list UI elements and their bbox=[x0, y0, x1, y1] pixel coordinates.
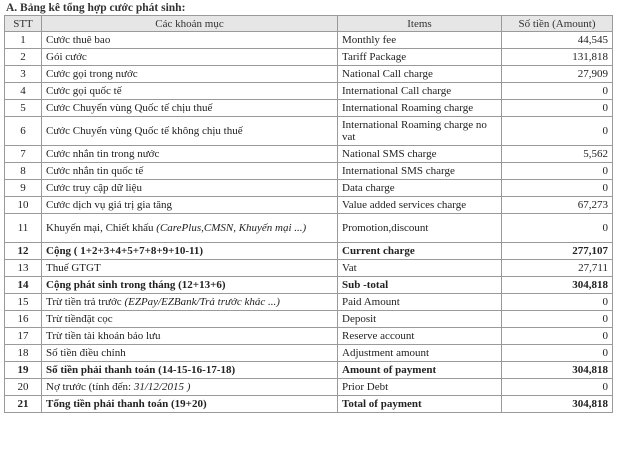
charges-summary-table bbox=[4, 15, 613, 413]
row-stt: 4 bbox=[5, 83, 42, 100]
header-stt: STT bbox=[5, 16, 42, 32]
row-note: (CarePlus,CMSN, Khuyến mại ...) bbox=[156, 222, 307, 234]
row-english-item: International Roaming charge no vat bbox=[338, 117, 502, 146]
row-vietnamese-label: Cước Chuyển vùng Quốc tế chịu thuế bbox=[46, 102, 213, 114]
row-vietnamese-label: Số tiền điều chỉnh bbox=[46, 347, 126, 359]
row-english-item: International SMS charge bbox=[338, 163, 502, 180]
row-vietnamese-label: Cộng phát sinh trong tháng (12+13+6) bbox=[46, 279, 226, 291]
row-english-item: Amount of payment bbox=[338, 362, 502, 379]
row-amount: 0 bbox=[502, 180, 613, 197]
table-row bbox=[5, 328, 613, 345]
table-row bbox=[5, 146, 613, 163]
row-amount: 0 bbox=[502, 328, 613, 345]
row-amount: 0 bbox=[502, 117, 613, 146]
row-stt: 17 bbox=[5, 328, 42, 345]
section-title: A. Bảng kê tổng hợp cước phát sinh: bbox=[6, 2, 186, 14]
table-row bbox=[5, 66, 613, 83]
row-amount: 0 bbox=[502, 100, 613, 117]
row-amount: 304,818 bbox=[502, 362, 613, 379]
row-vietnamese-item bbox=[42, 260, 338, 277]
table-row bbox=[5, 243, 613, 260]
row-amount: 277,107 bbox=[502, 243, 613, 260]
table-row bbox=[5, 214, 613, 243]
row-english-item: Reserve account bbox=[338, 328, 502, 345]
row-vietnamese-label: Cước truy cập dữ liệu bbox=[46, 182, 142, 194]
row-vietnamese-item bbox=[42, 345, 338, 362]
row-amount: 304,818 bbox=[502, 277, 613, 294]
table-row bbox=[5, 100, 613, 117]
row-vietnamese-item bbox=[42, 214, 338, 243]
row-vietnamese-label: Cộng ( 1+2+3+4+5+7+8+9+10-11) bbox=[46, 245, 204, 257]
row-vietnamese-item bbox=[42, 362, 338, 379]
row-vietnamese-item bbox=[42, 100, 338, 117]
row-stt: 7 bbox=[5, 146, 42, 163]
row-vietnamese-label: Cước nhắn tin trong nước bbox=[46, 148, 160, 160]
row-vietnamese-label: Cước thuê bao bbox=[46, 34, 111, 46]
header-amount: Số tiền (Amount) bbox=[502, 16, 613, 32]
header-english-items: Items bbox=[338, 16, 502, 32]
row-vietnamese-label: Nợ trước (tính đến: bbox=[46, 381, 134, 393]
row-english-item: Tariff Package bbox=[338, 49, 502, 66]
row-vietnamese-item bbox=[42, 146, 338, 163]
row-amount: 5,562 bbox=[502, 146, 613, 163]
table-row bbox=[5, 396, 613, 413]
row-english-item: Paid Amount bbox=[338, 294, 502, 311]
row-stt: 8 bbox=[5, 163, 42, 180]
row-stt: 6 bbox=[5, 117, 42, 146]
row-vietnamese-label: Cước gọi trong nước bbox=[46, 68, 138, 80]
row-amount: 0 bbox=[502, 163, 613, 180]
table-row bbox=[5, 362, 613, 379]
row-vietnamese-item bbox=[42, 379, 338, 396]
row-vietnamese-item bbox=[42, 294, 338, 311]
row-amount: 131,818 bbox=[502, 49, 613, 66]
table-row bbox=[5, 49, 613, 66]
row-english-item: Promotion,discount bbox=[338, 214, 502, 243]
row-amount: 0 bbox=[502, 83, 613, 100]
table-row bbox=[5, 83, 613, 100]
row-vietnamese-label: Cước Chuyển vùng Quốc tế không chịu thuế bbox=[46, 125, 243, 137]
row-amount: 44,545 bbox=[502, 32, 613, 49]
row-vietnamese-label: Cước gọi quốc tế bbox=[46, 85, 122, 97]
table-row bbox=[5, 117, 613, 146]
row-vietnamese-item bbox=[42, 49, 338, 66]
row-stt: 2 bbox=[5, 49, 42, 66]
row-english-item: Monthly fee bbox=[338, 32, 502, 49]
row-english-item: Sub -total bbox=[338, 277, 502, 294]
table-row bbox=[5, 197, 613, 214]
header-vietnamese-items: Các khoản mục bbox=[42, 16, 338, 32]
row-amount: 67,273 bbox=[502, 197, 613, 214]
row-english-item: Deposit bbox=[338, 311, 502, 328]
row-vietnamese-item bbox=[42, 396, 338, 413]
row-amount: 27,711 bbox=[502, 260, 613, 277]
row-amount: 0 bbox=[502, 379, 613, 396]
row-vietnamese-item bbox=[42, 163, 338, 180]
row-stt: 20 bbox=[5, 379, 42, 396]
row-amount: 0 bbox=[502, 214, 613, 243]
table-row bbox=[5, 294, 613, 311]
row-english-item: Current charge bbox=[338, 243, 502, 260]
row-vietnamese-label: Khuyến mại, Chiết khấu bbox=[46, 222, 157, 234]
row-vietnamese-item bbox=[42, 243, 338, 260]
row-vietnamese-label: Thuế GTGT bbox=[46, 262, 101, 274]
row-note: 31/12/2015 ) bbox=[133, 381, 191, 393]
row-vietnamese-label: Trừ tiền trả trước bbox=[46, 296, 125, 308]
table-row bbox=[5, 345, 613, 362]
row-vietnamese-item bbox=[42, 32, 338, 49]
row-vietnamese-item bbox=[42, 66, 338, 83]
row-english-item: Data charge bbox=[338, 180, 502, 197]
row-english-item: Value added services charge bbox=[338, 197, 502, 214]
row-stt: 12 bbox=[5, 243, 42, 260]
row-vietnamese-item bbox=[42, 328, 338, 345]
row-stt: 3 bbox=[5, 66, 42, 83]
row-vietnamese-label: Số tiền phải thanh toán (14-15-16-17-18) bbox=[46, 364, 236, 376]
row-vietnamese-item bbox=[42, 311, 338, 328]
table-header-row bbox=[5, 16, 613, 32]
row-vietnamese-label: Trừ tiềnđặt cọc bbox=[46, 313, 113, 325]
table-row bbox=[5, 311, 613, 328]
row-english-item: Total of payment bbox=[338, 396, 502, 413]
row-stt: 9 bbox=[5, 180, 42, 197]
row-english-item: Adjustment amount bbox=[338, 345, 502, 362]
table-row bbox=[5, 163, 613, 180]
row-amount: 304,818 bbox=[502, 396, 613, 413]
table-row bbox=[5, 260, 613, 277]
row-stt: 5 bbox=[5, 100, 42, 117]
row-english-item: Vat bbox=[338, 260, 502, 277]
table-row bbox=[5, 32, 613, 49]
row-vietnamese-item bbox=[42, 180, 338, 197]
row-amount: 0 bbox=[502, 311, 613, 328]
row-vietnamese-label: Trừ tiền tài khoản bảo lưu bbox=[46, 330, 161, 342]
row-english-item: National SMS charge bbox=[338, 146, 502, 163]
row-note: (EZPay/EZBank/Trả trước khác ...) bbox=[124, 296, 280, 308]
row-stt: 15 bbox=[5, 294, 42, 311]
row-vietnamese-item bbox=[42, 277, 338, 294]
row-english-item: Prior Debt bbox=[338, 379, 502, 396]
row-english-item: International Call charge bbox=[338, 83, 502, 100]
row-vietnamese-item bbox=[42, 117, 338, 146]
row-stt: 19 bbox=[5, 362, 42, 379]
row-vietnamese-label: Gói cước bbox=[46, 51, 87, 63]
row-stt: 21 bbox=[5, 396, 42, 413]
row-vietnamese-item bbox=[42, 197, 338, 214]
row-stt: 18 bbox=[5, 345, 42, 362]
row-amount: 0 bbox=[502, 294, 613, 311]
row-vietnamese-label: Tổng tiền phải thanh toán (19+20) bbox=[46, 398, 207, 410]
row-stt: 13 bbox=[5, 260, 42, 277]
row-vietnamese-label: Cước nhắn tin quốc tế bbox=[46, 165, 144, 177]
table-row bbox=[5, 379, 613, 396]
table-row bbox=[5, 180, 613, 197]
table-row bbox=[5, 277, 613, 294]
row-stt: 16 bbox=[5, 311, 42, 328]
row-stt: 14 bbox=[5, 277, 42, 294]
row-amount: 0 bbox=[502, 345, 613, 362]
row-stt: 11 bbox=[5, 214, 42, 243]
row-vietnamese-item bbox=[42, 83, 338, 100]
row-stt: 1 bbox=[5, 32, 42, 49]
table-body bbox=[5, 32, 613, 413]
row-vietnamese-label: Cước dịch vụ giá trị gia tăng bbox=[46, 199, 173, 211]
row-stt: 10 bbox=[5, 197, 42, 214]
row-english-item: National Call charge bbox=[338, 66, 502, 83]
row-english-item: International Roaming charge bbox=[338, 100, 502, 117]
row-amount: 27,909 bbox=[502, 66, 613, 83]
